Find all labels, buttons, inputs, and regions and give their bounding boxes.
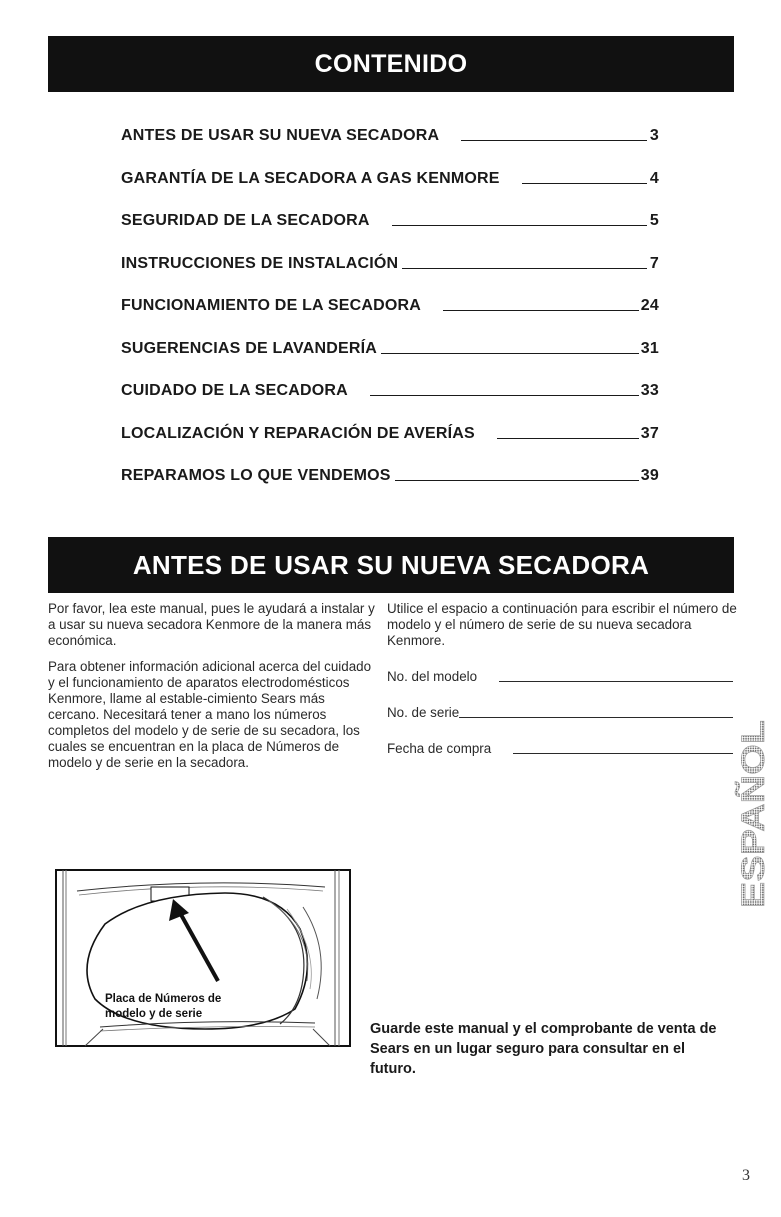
toc-leader-line [497,438,639,439]
serial-number-field[interactable] [387,703,733,721]
table-of-contents [121,123,659,506]
toc-leader-line [381,353,639,354]
toc-entry[interactable] [121,463,659,485]
toc-entry-title: INSTRUCCIONES DE INSTALACIÓN [121,254,399,272]
serial-number-label: No. de serie [387,705,460,720]
keep-manual-note: Guarde este manual y el comprobante de venta de Sears en un lugar seguro para consultar en el futuro. [370,1021,717,1077]
purchase-date-blank-line[interactable] [513,753,733,754]
toc-entry[interactable] [121,208,659,230]
page-number: 3 [742,1167,750,1184]
toc-leader-line [392,225,647,226]
toc-entry-page: 39 [640,467,659,484]
dryer-serial-plate-illustration [55,869,351,1047]
before-use-left-column [48,601,378,781]
toc-entry[interactable] [121,123,659,145]
contents-heading: CONTENIDO [314,49,468,78]
info-paragraph: Para obtener información adicional acerca del cuidado y el funcionamiento de aparatos electrodomésticos Kenmore, llame al estable-cimiento Sears más cercano. Necesitará tener a mano los números completos del modelo y de serie de su secadora, los cuales se encuentran en la placa de Números de modelo y de serie en la secadora. [48,659,372,770]
purchase-date-field[interactable] [387,739,733,757]
before-use-heading-banner [48,537,734,593]
model-number-blank-line[interactable] [499,681,733,682]
toc-entry-page: 31 [640,339,659,357]
toc-entry[interactable] [121,336,659,358]
plate-callout-line2: modelo y de serie [105,1008,203,1020]
toc-entry-title: SUGERENCIAS DE LAVANDERÍA [121,339,377,357]
toc-leader-line [395,480,639,481]
language-tab-graphic [735,712,771,912]
serial-number-blank-line[interactable] [459,717,733,718]
toc-entry-title: GARANTÍA DE LA SECADORA A GAS KENMORE [121,169,500,187]
toc-entry-title: REPARAMOS LO QUE VENDEMOS [121,467,391,484]
purchase-date-label: Fecha de compra [387,741,492,756]
toc-entry-title: FUNCIONAMIENTO DE LA SECADORA [121,297,422,314]
toc-entry[interactable] [121,251,659,273]
toc-entry-title: CUIDADO DE LA SECADORA [121,382,348,399]
model-number-field[interactable] [387,667,733,685]
toc-leader-line [461,140,647,141]
toc-entry-page: 3 [649,127,659,144]
record-instructions: Utilice el espacio a continuación para escribir el número de modelo y el número de serie de su nueva secadora Kenmore. [387,601,737,648]
toc-entry-page: 24 [640,297,659,314]
dryer-door-drawing [55,869,351,1047]
toc-entry-title: LOCALIZACIÓN Y REPARACIÓN DE AVERÍAS [121,424,475,442]
toc-entry[interactable] [121,166,659,188]
intro-paragraph: Por favor, lea este manual, pues le ayudará a instalar y a usar su nueva secadora Kenmore de la manera más económica. [48,601,375,648]
before-use-right-column [387,601,747,775]
toc-entry-title: SEGURIDAD DE LA SECADORA [121,212,370,229]
language-tab-label: ESPAÑOL [735,755,771,908]
toc-entry[interactable] [121,421,659,443]
model-number-label: No. del modelo [387,669,478,684]
plate-callout-line1: Placa de Números de [105,993,222,1005]
toc-entry-page: 7 [649,254,659,272]
toc-entry-page: 5 [649,212,659,229]
toc-leader-line [443,310,639,311]
toc-entry-title: ANTES DE USAR SU NUEVA SECADORA [121,127,440,144]
toc-entry-page: 33 [640,382,659,399]
toc-leader-line [522,183,647,184]
contents-heading-banner [48,36,734,92]
before-use-heading: ANTES DE USAR SU NUEVA SECADORA [132,549,650,580]
toc-leader-line [402,268,647,269]
toc-entry[interactable] [121,378,659,400]
language-side-tab [735,712,771,912]
toc-entry-page: 4 [649,169,659,187]
toc-entry-page: 37 [640,424,659,442]
toc-entry[interactable] [121,293,659,315]
toc-leader-line [370,395,639,396]
